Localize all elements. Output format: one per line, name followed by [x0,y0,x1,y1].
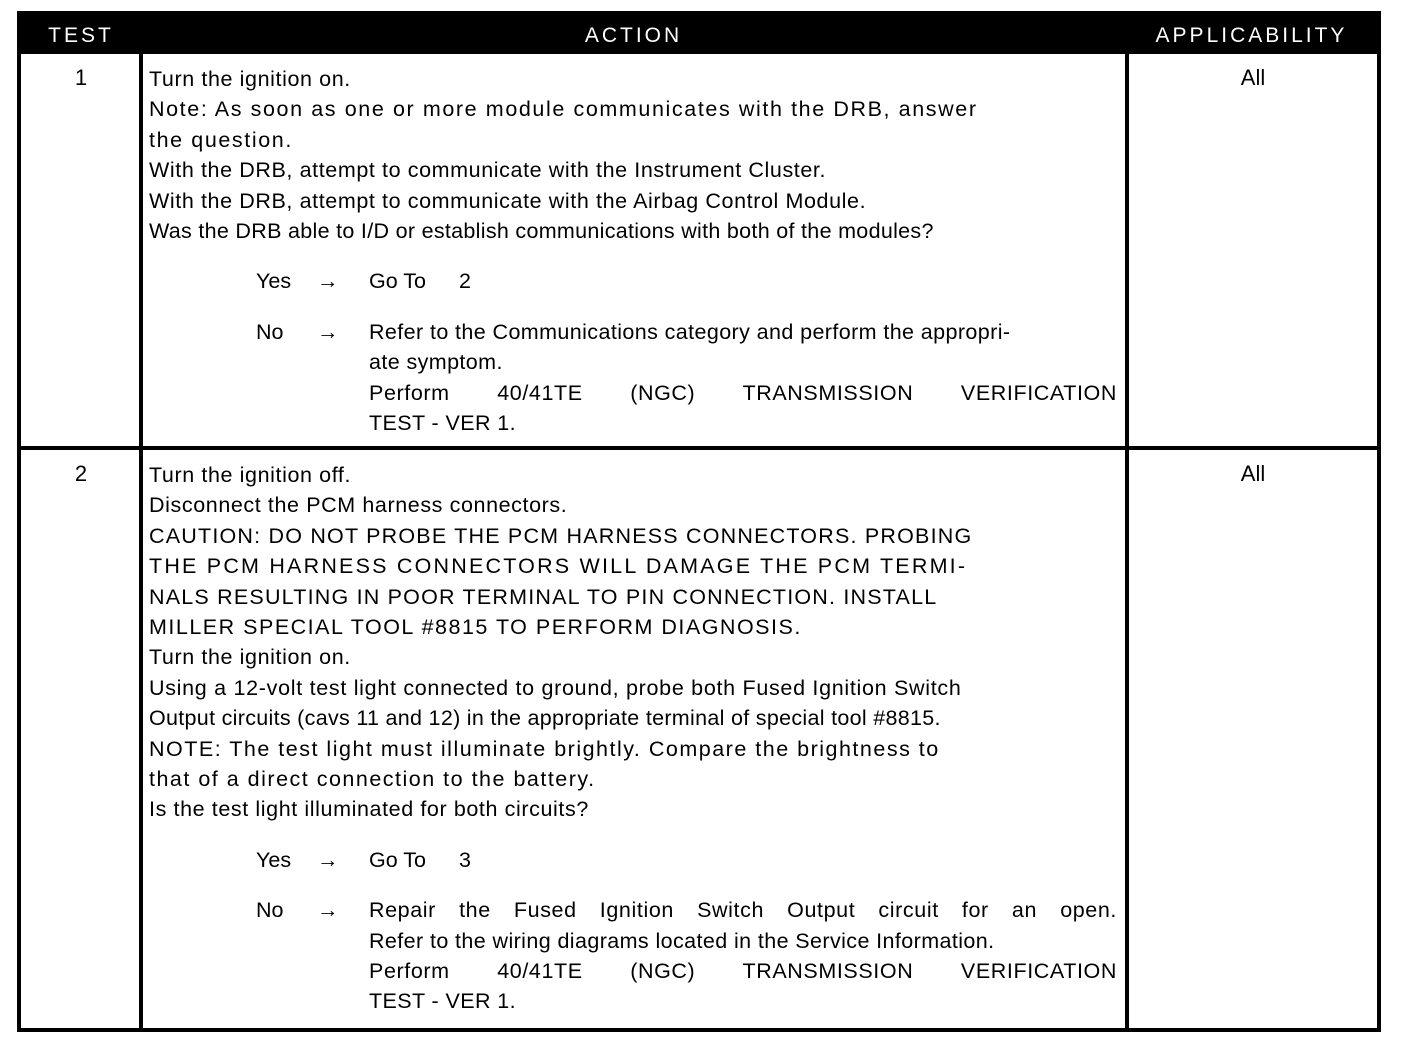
action-line: With the DRB, attempt to communicate with the Airbag Control Module. [149,188,867,213]
action-question: Is the test light illuminated for both circuits? [149,797,589,822]
arrow-icon: → [317,847,339,872]
yes-response [149,266,1119,296]
no-action-line: Repair the Fused Ignition Switch Output circuit for an open. [369,898,1117,923]
yes-label: Yes [256,847,292,872]
yes-response [149,845,1119,875]
action-line: Using a 12-volt test light connected to ground, probe both Fused Ignition Switch [149,675,962,700]
header-applicability: APPLICABILITY [1155,24,1348,47]
caution-line: NALS RESULTING IN POOR TERMINAL TO PIN CONNECTION. INSTALL [149,584,938,609]
action-line: Turn the ignition on. [149,67,351,91]
no-response [149,895,1119,925]
action-cell [149,460,1119,1017]
no-action-line: Perform 40/41TE (NGC) TRANSMISSION VERIFICATION [369,380,1117,405]
action-question: Was the DRB able to I/D or establish communications with both of the modules? [149,219,934,244]
no-action-line: TEST - VER 1. [369,411,516,436]
no-response [149,317,1119,347]
header-test: TEST [48,24,114,47]
action-line: Turn the ignition on. [149,645,351,670]
column-divider [1125,54,1129,1028]
no-action-line: Refer to the wiring diagrams located in the Service Information. [369,928,995,953]
arrow-icon: → [317,319,339,344]
note-line: that of a direct connection to the battery. [149,767,596,792]
test-number: 2 [74,461,88,486]
action-line: Turn the ignition off. [149,463,352,487]
goto-target: 2 [459,269,471,294]
header-action: ACTION [584,24,683,47]
no-action-line: Perform 40/41TE (NGC) TRANSMISSION VERIFICATION [369,959,1117,984]
row-divider [21,446,1377,450]
goto-target: 3 [459,847,471,872]
caution-line: MILLER SPECIAL TOOL #8815 TO PERFORM DIAGNOSIS. [149,615,802,640]
diagnostic-table [17,11,1381,1032]
caution-line: CAUTION: DO NOT PROBE THE PCM HARNESS CONNECTORS. PROBING [149,523,973,548]
arrow-icon: → [317,269,339,294]
goto-text: Go To [369,847,426,872]
action-line: the question. [149,127,293,152]
column-divider [139,54,143,1028]
goto-text: Go To [369,269,426,294]
no-label: No [256,898,284,923]
no-action-line: TEST - VER 1. [369,989,516,1014]
table-header [21,15,1377,54]
no-action-line: Refer to the Communications category and perform the appropri- [369,319,1011,344]
action-line: With the DRB, attempt to communicate with the Instrument Cluster. [149,158,827,183]
yes-label: Yes [256,269,292,294]
action-cell [149,64,1119,438]
applicability-value: All [1240,65,1266,90]
applicability-value: All [1240,461,1266,486]
action-line: Note: As soon as one or more module communicates with the DRB, answer [149,97,978,122]
action-line: Output circuits (cavs 11 and 12) in the appropriate terminal of special tool #8815. [149,706,941,731]
no-action-line: ate symptom. [369,350,503,375]
note-line: NOTE: The test light must illuminate brightly. Compare the brightness to [149,736,940,761]
no-label: No [256,319,284,344]
test-number: 1 [74,65,88,90]
caution-line: THE PCM HARNESS CONNECTORS WILL DAMAGE THE PCM TERMI- [149,554,968,579]
arrow-icon: → [317,898,339,923]
action-line: Disconnect the PCM harness connectors. [149,493,568,518]
